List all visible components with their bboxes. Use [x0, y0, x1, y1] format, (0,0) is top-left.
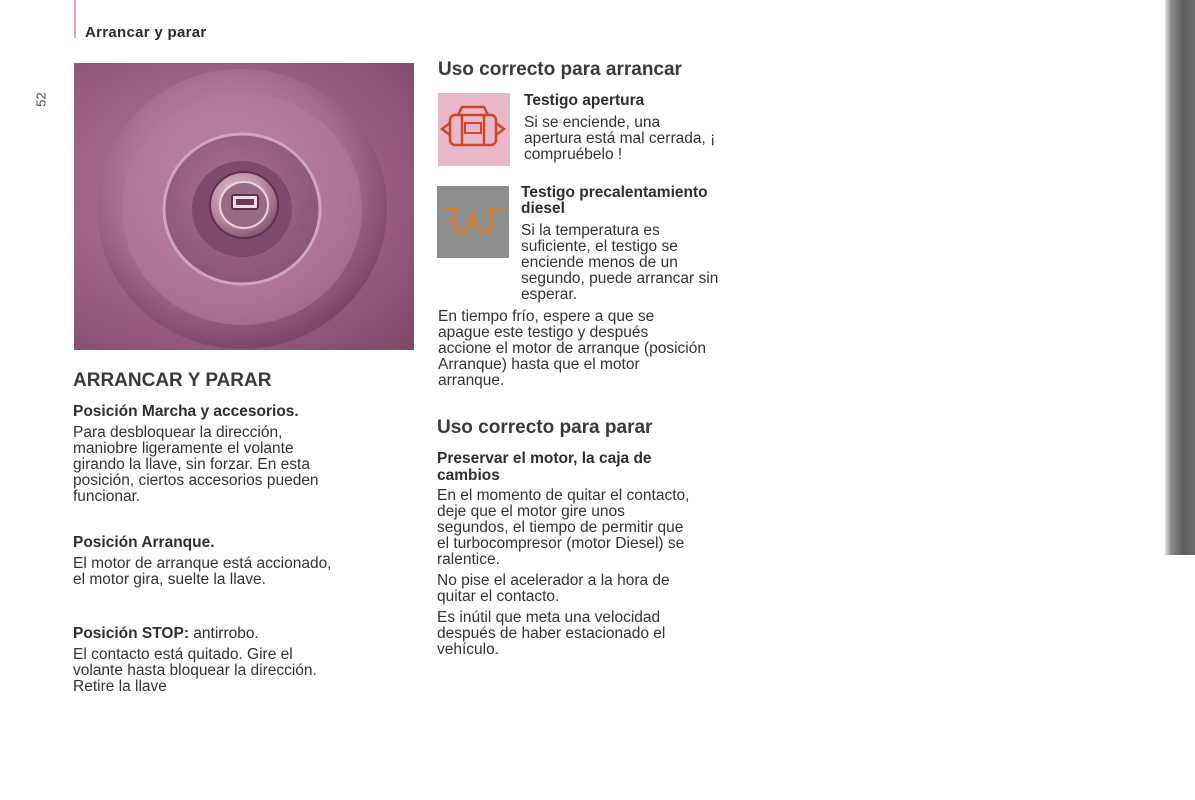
section-title: ARRANCAR Y PARAR	[73, 370, 272, 391]
stop-section-title: Uso correcto para parar	[437, 417, 653, 438]
running-head: Arrancar y parar	[85, 24, 207, 41]
heading-arranque: Posición Arranque.	[73, 534, 215, 551]
glow-plug-warning-box	[437, 186, 509, 258]
ignition-switch-photo	[74, 63, 414, 350]
heading-stop: Posición STOP: antirrobo.	[73, 625, 259, 642]
cold-weather-paragraph: En tiempo frío, espere a que se apague este testigo y después accione el motor de arranque (posición Arranque) hasta que el motor arranque.	[438, 308, 706, 389]
heading-marcha: Posición Marcha y accesorios.	[73, 403, 299, 420]
paragraph-arranque: El motor de arranque está accionado, el motor gira, suelte la llave.	[73, 555, 332, 588]
page-gutter-shadow	[1165, 0, 1195, 800]
stop-subtitle: Preservar el motor, la caja de cambios	[437, 450, 652, 484]
door-warning-text: Si se enciende, una apertura está mal cerrada, ¡ compruébelo !	[524, 114, 716, 163]
glow-plug-icon	[437, 186, 509, 258]
door-open-icon	[438, 93, 510, 166]
ignition-switch-icon	[74, 63, 414, 350]
page-number: 52	[33, 92, 49, 107]
stop-paragraph-3: Es inútil que meta una velocidad después de haber estacionado el vehículo.	[437, 609, 666, 658]
stop-paragraph-1: En el momento de quitar el contacto, deje que el motor gire unos segundos, el tiempo de permitir que el turbocompresor (motor Diesel) se ralentice.	[437, 487, 690, 568]
stop-paragraph-2: No pise el acelerador a la hora de quitar el contacto.	[437, 572, 670, 605]
door-warning-title: Testigo apertura	[524, 92, 645, 109]
glow-plug-warning-text: Si la temperatura es suficiente, el testigo se enciende menos de un segundo, puede arrancar sin esperar.	[521, 222, 719, 303]
paragraph-stop: El contacto está quitado. Gire el volante hasta bloquear la dirección. Retire la llave	[73, 646, 317, 695]
paragraph-marcha: Para desbloquear la dirección, maniobre ligeramente el volante girando la llave, sin forzar. En esta posición, ciertos accesorios pueden funcionar.	[73, 424, 319, 505]
door-warning-box	[438, 93, 510, 166]
glow-plug-warning-title: Testigo precalentamiento diesel	[521, 184, 708, 217]
margin-line	[74, 0, 76, 38]
start-section-title: Uso correcto para arrancar	[438, 59, 682, 80]
